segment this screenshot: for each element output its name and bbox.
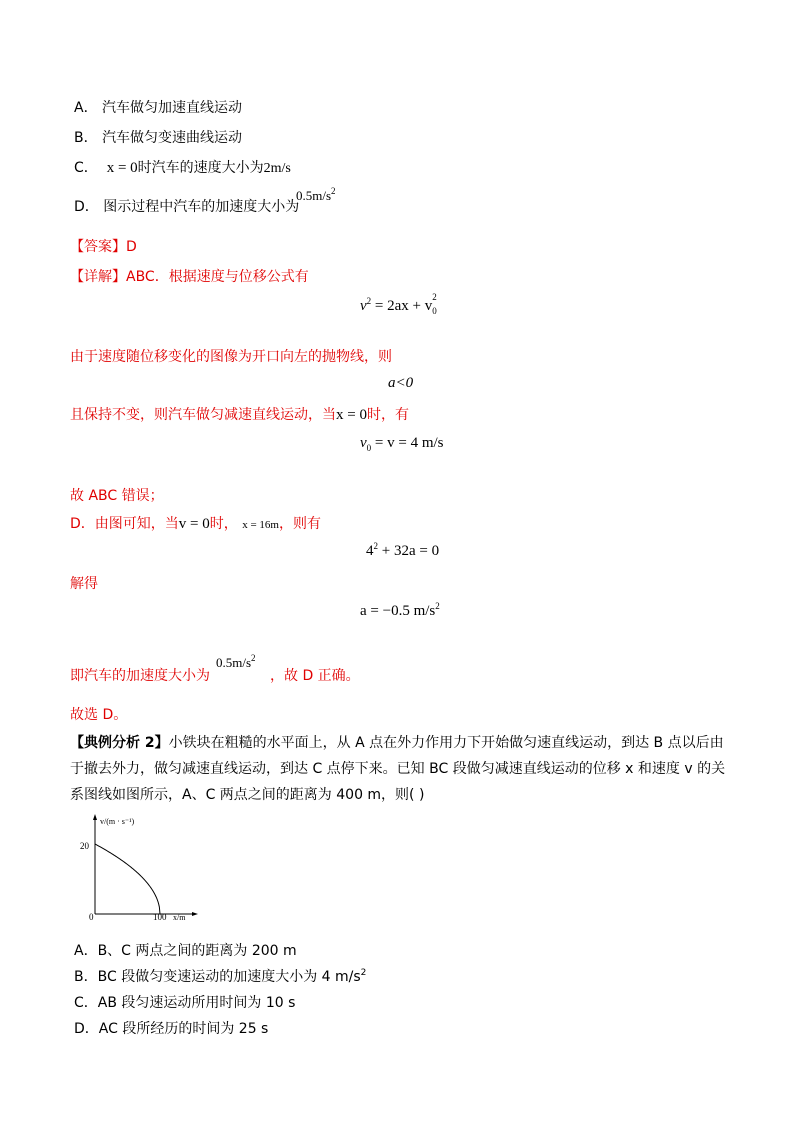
option-b: B． 汽车做匀变速曲线运动 [74, 130, 243, 146]
equation-5: a = −0.5 $m/s^2$ [360, 601, 440, 619]
detail-line-2: 由于速度随位移变化的图像为开口向左的抛物线，则 [70, 349, 392, 365]
x-tick-100: 100 [153, 912, 167, 922]
option2-d: D．AC 段所经历的时间为 25 s [74, 1021, 269, 1037]
example2-line-3: 系图线如图所示，A、C 两点之间的距离为 400 m，则( ) [70, 787, 425, 803]
y-tick-20: 20 [80, 841, 89, 851]
x-axis-label: x/m [173, 913, 186, 922]
y-axis-arrow [93, 814, 97, 820]
detail-line-3: 且保持不变，则汽车做匀减速直线运动，当x = 0时，有 [70, 407, 409, 423]
equation-4: $4^2 + 32a = 0$ [366, 541, 440, 559]
detail-line-8: 故选 D。 [70, 707, 128, 723]
detail-line-7-value: $0.5m/s^2$ [216, 653, 256, 670]
example2-line-2: 于撤去外力，做匀减速直线运动，到达 C 点停下来。已知 BC 段做匀减速直线运动的位移 x 和速度 v 的关 [70, 761, 726, 777]
x-tick-0: 0 [89, 912, 94, 922]
option-d: D． 图示过程中汽车的加速度大小为 [74, 199, 300, 215]
v-x-graph [70, 810, 210, 926]
equation-1: $v^2 = 2ax + v$ 2 $_0$ [360, 292, 437, 316]
example2-line-1: 【典例分析 2】小铁块在粗糙的水平面上，从 A 点在外力作用力下开始做匀速直线运动，到达 B 点以后由 [70, 735, 724, 751]
option2-b: B．BC 段做匀变速运动的加速度大小为 4 $m/s^2$ [74, 968, 367, 985]
equation-2: a<0 [388, 375, 414, 391]
option2-a: A．B、C 两点之间的距离为 200 m [74, 943, 297, 959]
math-x-zero: x = 0 [106, 160, 138, 176]
option-a: A． 汽车做匀加速直线运动 [74, 100, 243, 116]
detail-line-7: 即汽车的加速度大小为 [70, 668, 210, 684]
option-d-value: $0.5m/s^2$ [296, 186, 336, 203]
equation-3: $v_0 = v = 4$ m/s [360, 435, 444, 453]
detail-line-7-end: ，故 D 正确。 [270, 668, 360, 684]
answer-line: 【答案】D [70, 239, 137, 255]
detail-line-4: 故 ABC 错误； [70, 488, 164, 504]
detail-line-5: D．由图可知，当v = 0时， x = 16m，则有 [70, 516, 321, 532]
option2-c: C．AB 段匀速运动所用时间为 10 s [74, 995, 296, 1011]
option-c: C． x = 0时汽车的速度大小为2m/s [74, 160, 291, 176]
v-x-curve [95, 844, 160, 914]
x-axis-arrow [192, 912, 198, 916]
detail-intro: 【详解】ABC．根据速度与位移公式有 [70, 269, 309, 285]
y-axis-label: v/(m · s⁻¹) [100, 817, 135, 826]
detail-line-6: 解得 [70, 576, 98, 592]
